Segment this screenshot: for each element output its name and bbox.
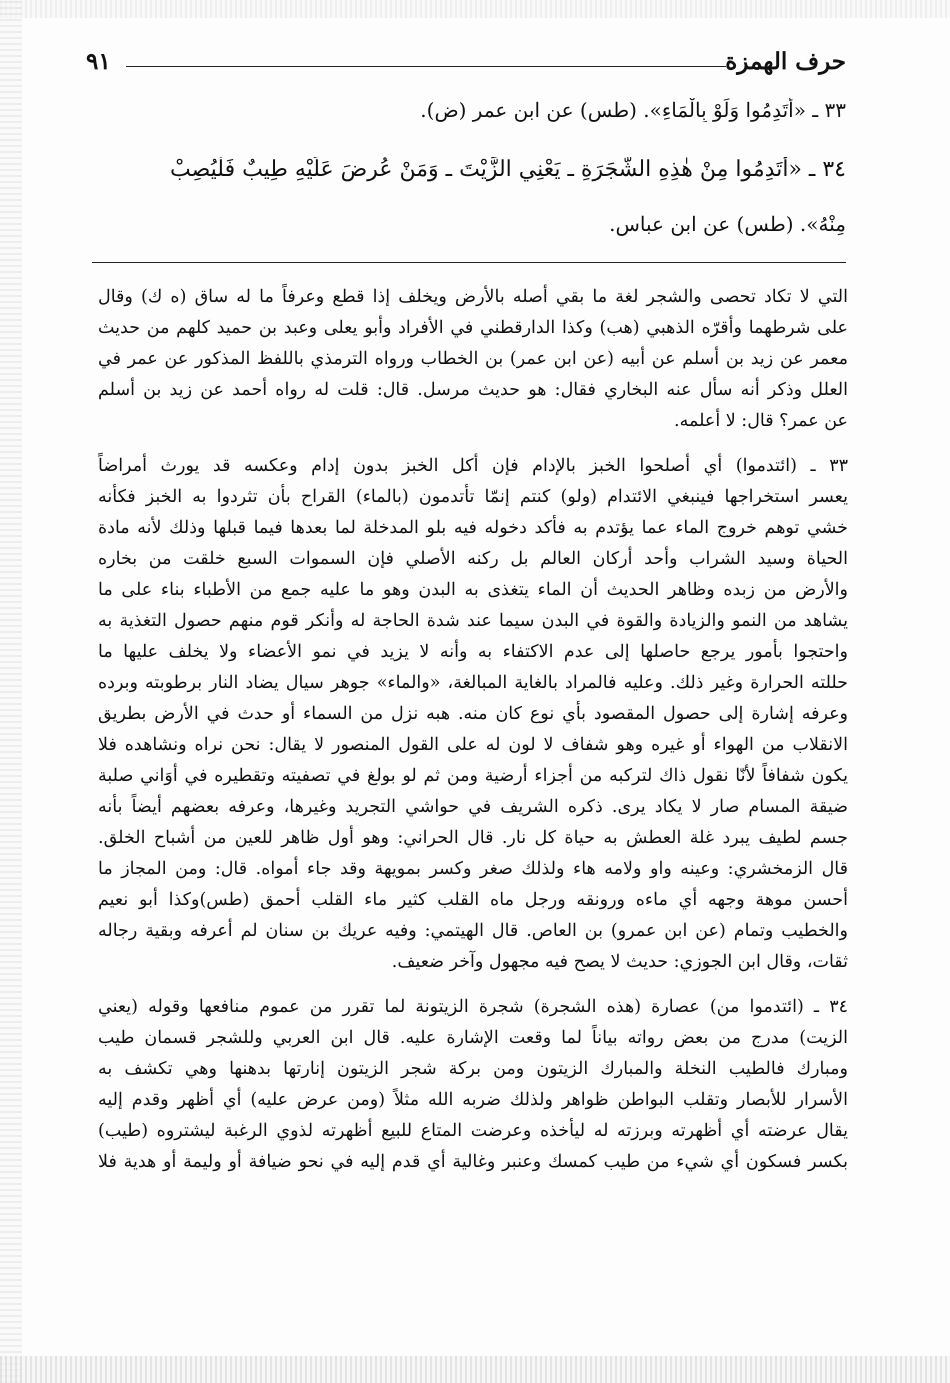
text-line: قال الزمخشري: وعينه واو ولامه هاء ولذلك صغر وكسر بمويهة وقد جاء أمواه. قال: ومن المجاز ما — [98, 859, 848, 879]
text-line: الحياة وسيد الشراب وأحد أركان العالم بل ركنه الأصلي فإن السموات السبع خلقت من بخاره — [98, 549, 848, 569]
text-line: وعرفه إشارة إلى حصول المقصود بأي نوع كان منه. هبه نزل من السماء أو حدث في الأرض بطريق — [98, 704, 848, 724]
chapter-title: حرف الهمزة — [725, 48, 846, 75]
text-line: معمر عن زيد بن أسلم عن أبيه (عن ابن عمر) بن الخطاب ورواه الترمذي باللفظ المذكور عن عمر في — [98, 349, 848, 369]
text-line: خشي توهم خروج الماء عما يؤتدم به فأكد دخوله فيه بلو المدخلة لما بعدها فيما قبلها وذلك لأنه مادة — [98, 518, 848, 538]
page-number: ٩١ — [86, 48, 111, 75]
text-line: الانقلاب من الهواء أو غيره وهو شفاف لا لون له على القول المنصور لا يقال: نحن نراه ونشاهده فلا — [98, 735, 848, 755]
text-line: الأسرار للأبصار وتقلب البواطن ظواهر ولذلك ضربه الله مثلاً (ومن عرض عليه) أي أظهر وقدم إليه — [98, 1090, 848, 1110]
scan-edge-bottom — [0, 1356, 950, 1383]
text-line: ضيقة المسام صار لا يكاد يرى. ذكره الشريف في حواشي التجريد وغيرها، وعرفه بعضهم أيضاً بأنه — [98, 797, 848, 817]
text-line: بكسر فسكون أي شيء من طيب كمسك وعنبر وغالية أي قدم إليه في نحو ضيافة أو وليمة أو هدية فلا — [98, 1152, 848, 1172]
text-line: أحسن موهة وجهه أي ماءه ورونقه ورجل ماه القلب كثير ماء القلب أحمق (طس)وكذا أبو نعيم — [98, 890, 848, 910]
text-line: ثقات، وقال ابن الجوزي: حديث لا يصح فيه مجهول وآخر ضعيف. — [391, 952, 848, 972]
text-line: يشاهد من النمو والزيادة والقوة في البدن سيما عند شدة الحاجة له وأنكر قوم منهم حصول التغذية به — [98, 611, 848, 631]
scan-edge-left — [0, 0, 22, 1383]
text-line: يكون شفافاً لأنّا نقول ذاك لتركبه من أجزاء أرضية ومن ثم لو بولغ في تصفيته وتقطيره في أوَاني صلبة — [98, 766, 848, 786]
text-line: الزيت) مدرج من بعض رواته بياناً لما وقعت الإشارة عليه. قال ابن العربي وللشجر قسمان طيب — [98, 1028, 848, 1048]
text-line: التي لا تكاد تحصى والشجر لغة ما بقي أصله بالأرض ويخلف إذا قطع وعرفاً ما له ساق (ه ك) وقال — [98, 287, 848, 307]
text-line: ٣٣ ـ (ائتدموا) أي أصلحوا الخبز بالإدام فإن أكل الخبز بدون إدام وعكسه قد يورث أمراضاً — [98, 456, 848, 476]
text-line: عن عمر؟ قال: لا أعلمه. — [674, 411, 848, 431]
hadith-33: ٣٣ ـ «أَتَدِمُوا وَلَوْ بِالْمَاءِ». (طس) عن ابن عمر (ض). — [420, 98, 846, 122]
text-line: جسم لطيف يبرد غلة العطش به حياة كل نار. قال الحراني: وهو أول ظاهر للعين من أشباح الخلق. — [98, 828, 848, 848]
footnote-separator — [92, 262, 846, 263]
commentary-block-33 — [98, 451, 848, 978]
text-line: ٣٤ ـ (ائتدموا من) عصارة (هذه الشجرة) شجرة الزيتونة لما تقرر من عموم منافعها وقوله (يعني — [98, 997, 848, 1017]
scan-edge-top — [0, 0, 950, 18]
text-line: حللته الحرارة وغير ذلك. وعليه فالمراد بالغاية المبالغة، «والماء» جوهر سيال يضاد النار برطوبته وبرده — [98, 673, 848, 693]
commentary-block-1 — [98, 282, 848, 437]
page-header — [86, 48, 846, 82]
text-line: على شرطهما وأقرّه الذهبي (هب) وكذا الدارقطني في الأفراد وأبو يعلى وعبد بن حميد كلهم من حديث — [98, 318, 848, 338]
header-rule — [126, 66, 726, 67]
text-line: العلل وذكر أنه سأل عنه البخاري فقال: هو حديث مرسل. قال: قلت له رواه أحمد عن زيد بن أسلم — [98, 380, 848, 400]
commentary-block-34 — [98, 992, 848, 1178]
text-line: والأرض من زبده وظاهر الحديث أن الماء يتغذى به البدن وهو ما عليه جمع من الأطباء بناء على ما — [98, 580, 848, 600]
text-line: يقال عرضته أي أظهرته وبرزته له ليأخذه وعرضت المتاع للبيع أظهرته لذوي الرغبة ليشتروه (طيب) — [98, 1121, 848, 1141]
text-line: والخطيب وتمام (عن ابن عمرو) بن العاص. قال الهيتمي: وفيه عريك بن سنان لم أعرفه وبقية رجاله — [98, 921, 848, 941]
text-line: يعسر استخراجها فينبغي الائتدام (ولو) كنتم إنمّا تأتدمون (بالماء) القراح بأن تثردوا به الخبز فكأنه — [98, 487, 848, 507]
hadith-34-line-1: ٣٤ ـ «أَتَدِمُوا مِنْ هٰذِهِ الشَّجَرَةِ ـ يَعْنِي الزَّيْتَ ـ وَمَنْ عُرِضَ عَلَيْهِ طِيبٌ فَلْيُصِبْ — [169, 157, 846, 182]
text-line: واحتجوا بأمور يرجع حاصلها إلى عدم الاكتفاء به وأنه لا يزيد في نمو الأعضاء ولا يخلف عليها ما — [98, 642, 848, 662]
hadith-34-line-2: مِنْهُ». (طس) عن ابن عباس. — [609, 212, 846, 236]
text-line: ومبارك فالطيب النخلة والمبارك الزيتون ومن بركة شجر الزيتون إنارتها بدهنها وهي تكشف به — [98, 1059, 848, 1079]
commentary — [98, 282, 848, 1192]
